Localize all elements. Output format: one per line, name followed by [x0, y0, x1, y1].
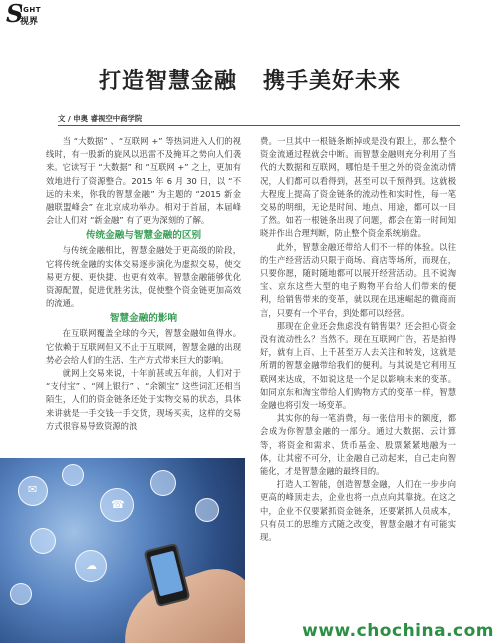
left-column — [46, 135, 241, 433]
paragraph: 此外，智慧金融还带给人们不一样的体验。以往的生产经营活动只限于商场、商店等场所，而现在，只要你愿，随时随地都可以展开经营活动。且不说淘宝、京东这些大型的电子购物平台给人们带来的便利，给销售带来的变革，就以现在迅速崛起的微商而言，只要有一个平台，到处都可以经营。 — [260, 241, 456, 318]
paragraph: 在互联网覆盖全球的今天，智慧金融如鱼得水。它依赖于互联网但又不止于互联网，智慧金融的出现势必会给人们的生活、生产方式带来巨大的影响。 — [46, 328, 241, 365]
logo-word: IGHT — [20, 6, 41, 14]
article-photo — [0, 458, 245, 643]
paragraph: 那现在企业还会焦虑没有销售渠？还会担心资金没有流动性么？当然不。现在互联网广告，若是拍得好，就有上百、上千甚至万人去关注和转发，这就是所谓的智慧金融带给我们的便利。与其说是它利用互联网来达成，不如说这是一个足以影响未来的变革。如同京东和淘宝带给人们购物方式的变革一样，智慧金融也将引发一场变革。 — [260, 320, 456, 411]
title-divider — [58, 125, 460, 126]
paragraph: 费。一旦其中一根链条断掉或是没有跟上，那么整个资金流通过程就会中断。而智慧金融则充分利用了当代的大数据和互联网，哪怕是千里之外的资金流动情况，人们都可以看得到，甚至可以千预得到。这就极大程度上提高了资金链条的流动性和实时性，每一笔交易的明细，无论是时间、地点、用途，都可以一目了然。如若一根链条出现了问题，都会在第一时间知晓并作出合理判断，防止整个资金系统崩盘。 — [260, 136, 456, 239]
paragraph: 其实你的每一笔消费，每一张信用卡的额度，都会成为你智慧金融的一部分。通过大数据、云计算等，将资金和需求、货币基金、股票紧紧地融为一体，让其密不可分，让金融自己动起来，自己走向智能化，才是智慧金融的最终目的。 — [260, 413, 456, 477]
byline: 文 / 申奥 睿视空中商学院 — [58, 114, 143, 123]
logo-mark: S — [6, 0, 24, 28]
article-title — [0, 64, 500, 95]
section-name: 视界 — [20, 17, 39, 27]
app-bubble-icon — [30, 528, 56, 554]
paragraph: 就网上交易来说，十年前甚或五年前，人们对于 “支付宝” 、“网上银行” 、“余额宝” 这些词汇还相当陌生，人们的资金链条还处于实物交易的状态，具体来讲就是一手交钱一手交货，现场买卖，这样的交易方式很容易导致资源的浪 — [46, 368, 241, 431]
paragraph: 当 “大数据” 、“互联网 +” 等热词进入人们的视线时，有一股新的旋风以迅雷不及掩耳之势向人们袭来。它读写于 “大数据” 和 “互联网 +” 之上，更加有效地进行了资源整合。2015 年 6 月 30 日，以 “不远的未来，你我的智慧金融” 为主题的 “2015 新金融联盟峰会” 在北京成功举办。相对于首届，本届峰会让人们对 “新金融” 有了更为深刻的了解。 — [46, 136, 241, 226]
cloud-icon: ☁ — [86, 559, 97, 572]
masthead — [6, 0, 44, 28]
right-column — [260, 135, 456, 544]
magazine-logo — [6, 0, 44, 28]
section-heading-impact: 智慧金融的影响 — [109, 313, 178, 325]
app-bubble-icon — [62, 464, 84, 486]
title-part-2: 携手美好未来 — [263, 68, 402, 94]
app-bubble-icon — [150, 470, 176, 496]
app-bubble-icon — [10, 583, 32, 605]
section-heading-difference: 传统金融与智慧金融的区别 — [85, 230, 202, 242]
app-bubble-icon — [195, 498, 219, 522]
paragraph: 打造人工智能，创造智慧金融，人们在一步步向更高的峰顶走去，企业也将一点点向其靠拢。在这之中，企业不仅要紧抓资金链条，还要紧抓人员成本，只有员工的思维方式随之改变，智慧金融才有可能实现。 — [260, 479, 456, 543]
chat-icon: ☎ — [111, 498, 125, 511]
cart-icon: ✉ — [28, 483, 38, 496]
title-part-1: 打造智慧金融 — [98, 68, 237, 94]
paragraph: 与传统金融相比，智慧金融处于更高级的阶段，它将传统金融的实体交易逐步演化为虚拟交易，使交易更方便、更快捷、也更有效率。智慧金融能够优化资源配置，促进优胜劣汰，促使整个资金链更加高效的流通。 — [46, 245, 241, 309]
watermark: www.chochina.com — [302, 621, 494, 641]
